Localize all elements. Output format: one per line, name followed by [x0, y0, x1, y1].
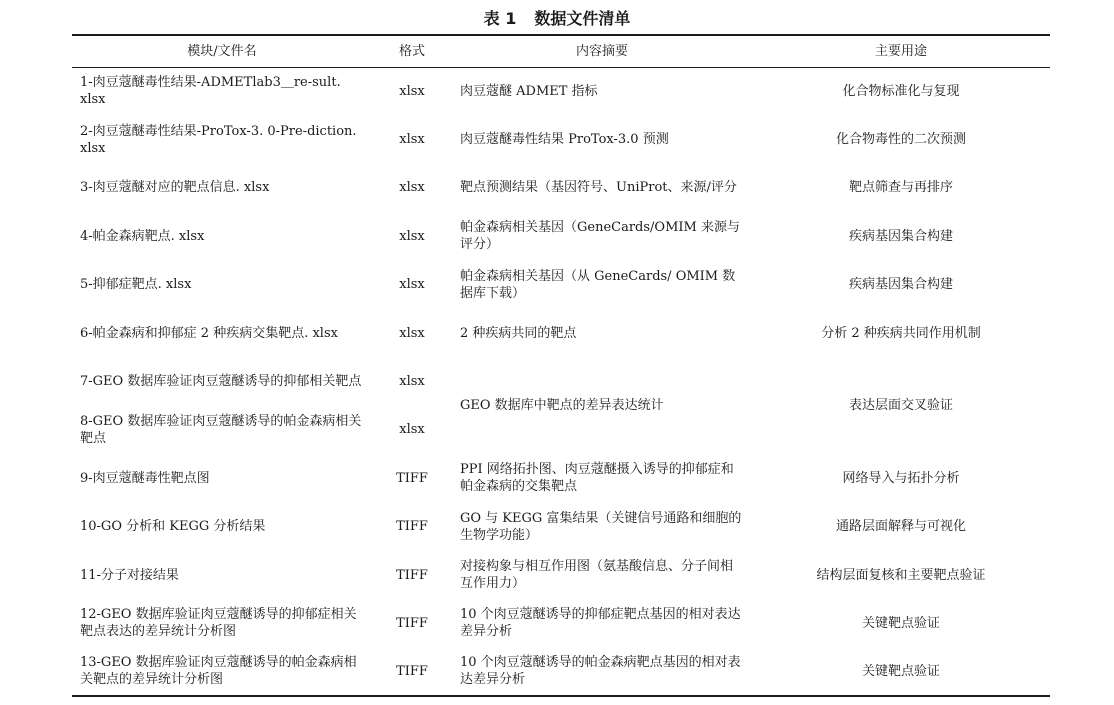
header-summary: 内容摘要	[452, 35, 752, 67]
header-format: 格式	[372, 35, 452, 67]
content-summary: 10 个肉豆蔻醚诱导的帕金森病靶点基因的相对表达差异分析	[452, 648, 752, 696]
header-name: 模块/文件名	[72, 35, 372, 67]
table-row	[72, 67, 1050, 115]
table-row	[72, 503, 1050, 551]
content-summary: PPI 网络拓扑图、肉豆蔻醚摄入诱导的抑郁症和帕金森病的交集靶点	[460, 462, 734, 495]
content-summary: 帕金森病相关基因（GeneCards/OMIM 来源与评分）	[460, 220, 740, 253]
file-format: xlsx	[399, 325, 425, 341]
header-row	[72, 35, 1050, 67]
file-format: TIFF	[396, 615, 428, 631]
content-summary: 2 种疾病共同的靶点	[460, 325, 577, 341]
file-name: 3-肉豆蔻醚对应的靶点信息. xlsx	[80, 180, 270, 196]
table-row	[72, 357, 1050, 405]
file-format: xlsx	[399, 228, 425, 244]
content-summary: 靶点预测结果（基因符号、UniProt、来源/评分	[460, 180, 737, 196]
main-use: 通路层面解释与可视化	[835, 519, 966, 535]
file-name: 13-GEO 数据库验证肉豆蔻醚诱导的帕金森病相关靶点的差异统计分析图	[72, 648, 372, 696]
main-use: 化合物标准化与复现	[842, 83, 960, 99]
table-row	[72, 261, 1050, 309]
table-row	[72, 309, 1050, 357]
table-row	[72, 648, 1050, 696]
table-row	[72, 115, 1050, 163]
table-title: 数据文件清单	[534, 9, 631, 28]
table-row	[72, 164, 1050, 212]
table-row	[72, 212, 1050, 260]
main-use: 分析 2 种疾病共同作用机制	[821, 325, 981, 341]
content-summary: 10 个肉豆蔻醚诱导的抑郁症靶点基因的相对表达差异分析	[460, 607, 741, 640]
file-format: TIFF	[396, 567, 428, 583]
header-use: 主要用途	[752, 35, 1050, 67]
content-summary: GO 与 KEGG 富集结果（关键信号通路和细胞的生物学功能）	[460, 510, 742, 543]
main-use: 疾病基因集合构建	[848, 228, 953, 244]
content-summary: GEO 数据库中靶点的差异表达统计	[460, 398, 664, 414]
file-name: 7-GEO 数据库验证肉豆蔻醚诱导的抑郁相关靶点	[80, 374, 362, 390]
file-format: xlsx	[399, 374, 425, 390]
file-format: xlsx	[399, 180, 425, 196]
file-name: 5-抑郁症靶点. xlsx	[80, 277, 192, 293]
main-use: 关键靶点验证	[752, 648, 1050, 696]
main-use: 表达层面交叉验证	[848, 398, 953, 414]
file-format: TIFF	[396, 470, 428, 486]
content-summary: 肉豆蔻醚毒性结果 ProTox-3.0 预测	[460, 132, 669, 148]
file-name: 9-肉豆蔻醚毒性靶点图	[80, 470, 210, 486]
file-format: xlsx	[399, 132, 425, 148]
file-name: 4-帕金森病靶点. xlsx	[80, 228, 205, 244]
main-use: 结构层面复核和主要靶点验证	[816, 567, 986, 583]
file-format: xlsx	[399, 83, 425, 99]
file-format: xlsx	[399, 422, 425, 438]
main-use: 疾病基因集合构建	[848, 277, 953, 293]
main-use: 网络导入与拓扑分析	[842, 470, 960, 486]
data-file-table	[72, 34, 1050, 697]
table-row	[72, 551, 1050, 599]
main-use: 关键靶点验证	[861, 615, 940, 631]
file-format: TIFF	[372, 648, 452, 696]
file-name: 1-肉豆蔻醚毒性结果-ADMETlab3＿re-sult. xlsx	[80, 75, 341, 108]
content-summary: 对接构象与相互作用图（氨基酸信息、分子间相互作用力）	[460, 559, 734, 592]
table-caption	[0, 6, 1114, 29]
main-use: 化合物毒性的二次预测	[835, 132, 966, 148]
content-summary: 帕金森病相关基因（从 GeneCards/ OMIM 数据库下载）	[460, 268, 736, 301]
file-name: 12-GEO 数据库验证肉豆蔻醚诱导的抑郁症相关靶点表达的差异统计分析图	[80, 607, 357, 640]
table-row	[72, 599, 1050, 647]
file-name: 2-肉豆蔻醚毒性结果-ProTox-3. 0-Pre-diction. xlsx	[80, 123, 357, 156]
table-number: 表 1	[483, 9, 517, 28]
table-row	[72, 454, 1050, 502]
file-format: TIFF	[396, 519, 428, 535]
content-summary: 肉豆蔻醚 ADMET 指标	[460, 83, 598, 99]
file-format: xlsx	[399, 277, 425, 293]
file-name: 11-分子对接结果	[80, 567, 179, 583]
file-name: 6-帕金森病和抑郁症 2 种疾病交集靶点. xlsx	[80, 325, 338, 341]
file-name: 10-GO 分析和 KEGG 分析结果	[80, 519, 266, 535]
file-name: 8-GEO 数据库验证肉豆蔻醚诱导的帕金森病相关靶点	[80, 413, 362, 446]
main-use: 靶点筛查与再排序	[848, 180, 953, 196]
